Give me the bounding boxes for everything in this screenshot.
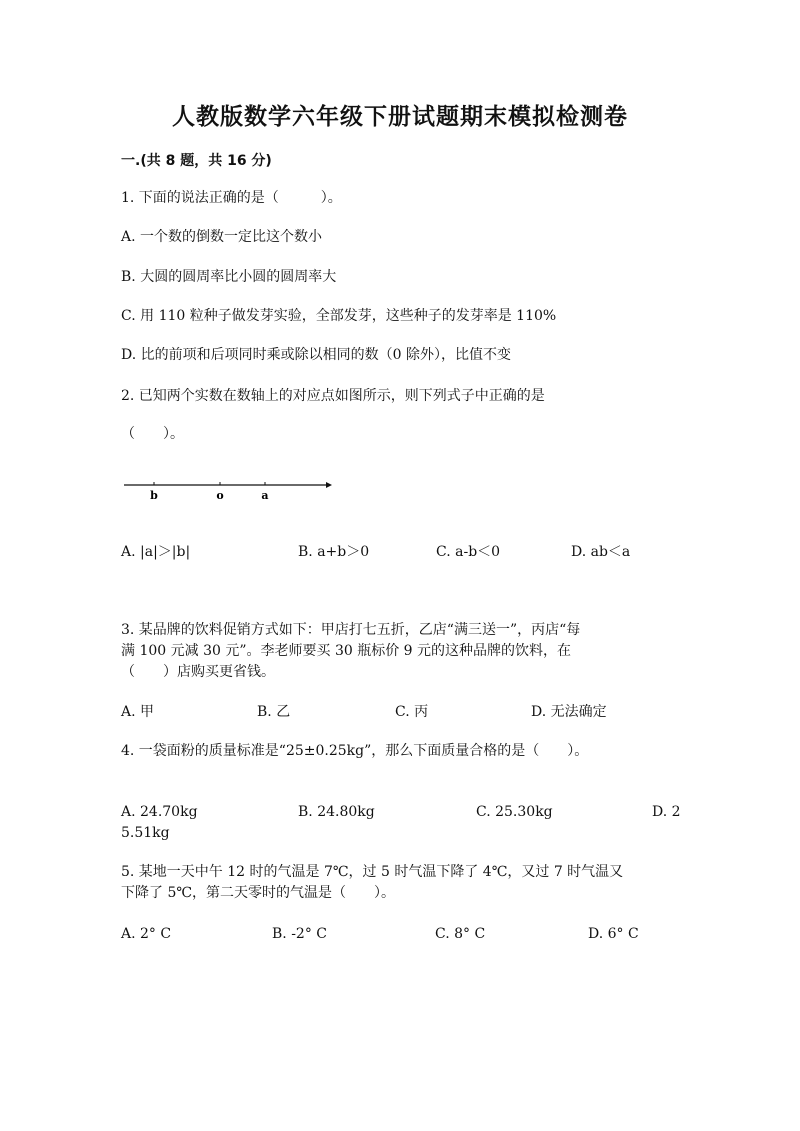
number-line-figure xyxy=(122,476,334,500)
q2-option-a: A. |a|＞|b| xyxy=(121,544,191,560)
q1-option-c: C. 用 110 粒种子做发芽实验，全部发芽，这些种子的发芽率是 110% xyxy=(121,308,557,324)
q4-option-d-part2: 5.51kg xyxy=(121,825,170,841)
q4-option-c: C. 25.30kg xyxy=(476,804,553,820)
label-b: b xyxy=(150,489,158,500)
label-o: o xyxy=(216,489,224,500)
q2-option-b: B. a+b＞0 xyxy=(298,544,370,560)
q2-option-d: D. ab＜a xyxy=(571,544,631,560)
q1-stem: 1. 下面的说法正确的是（ ）。 xyxy=(121,190,342,206)
section-heading: 一.(共 8 题，共 16 分) xyxy=(121,153,272,169)
number-line-arrow xyxy=(326,482,332,488)
q3-option-c: C. 丙 xyxy=(395,704,429,720)
q1-option-d: D. 比的前项和后项同时乘或除以相同的数（0 除外），比值不变 xyxy=(121,347,511,363)
q4-stem: 4. 一袋面粉的质量标准是“25±0.25kg”，那么下面质量合格的是（ ）。 xyxy=(121,743,589,759)
page-title: 人教版数学六年级下册试题期末模拟检测卷 xyxy=(172,104,628,130)
q4-option-b: B. 24.80kg xyxy=(298,804,375,820)
q4-option-d-part1: D. 2 xyxy=(652,804,681,820)
q1-option-b: B. 大圆的圆周率比小圆的圆周率大 xyxy=(121,269,337,285)
q5-option-d: D. 6° C xyxy=(588,926,639,942)
q3-stem-line1: 3. 某品牌的饮料促销方式如下：甲店打七五折，乙店“满三送一”，丙店“每 xyxy=(121,622,581,638)
q2-stem-line1: 2. 已知两个实数在数轴上的对应点如图所示，则下列式子中正确的是 xyxy=(121,388,545,404)
q2-option-c: C. a-b＜0 xyxy=(436,544,501,560)
q3-option-d: D. 无法确定 xyxy=(531,704,607,720)
q2-stem-line2: （ ）。 xyxy=(121,426,184,442)
q5-option-b: B. -2° C xyxy=(272,926,327,942)
q3-option-a: A. 甲 xyxy=(121,704,155,720)
q3-stem-line3: （ ）店购买更省钱。 xyxy=(121,664,275,680)
q1-option-a: A. 一个数的倒数一定比这个数小 xyxy=(121,229,323,245)
q5-stem-line2: 下降了 5℃，第二天零时的气温是（ ）。 xyxy=(121,885,396,901)
q3-option-b: B. 乙 xyxy=(257,704,291,720)
q4-option-a: A. 24.70kg xyxy=(121,804,198,820)
q5-option-a: A. 2° C xyxy=(121,926,172,942)
label-a: a xyxy=(261,489,269,500)
q5-option-c: C. 8° C xyxy=(435,926,486,942)
q3-stem-line2: 满 100 元减 30 元”。李老师要买 30 瓶标价 9 元的这种品牌的饮料，在 xyxy=(121,643,572,659)
q5-stem-line1: 5. 某地一天中午 12 时的气温是 7℃，过 5 时气温下降了 4℃，又过 7 时气温又 xyxy=(121,864,624,880)
